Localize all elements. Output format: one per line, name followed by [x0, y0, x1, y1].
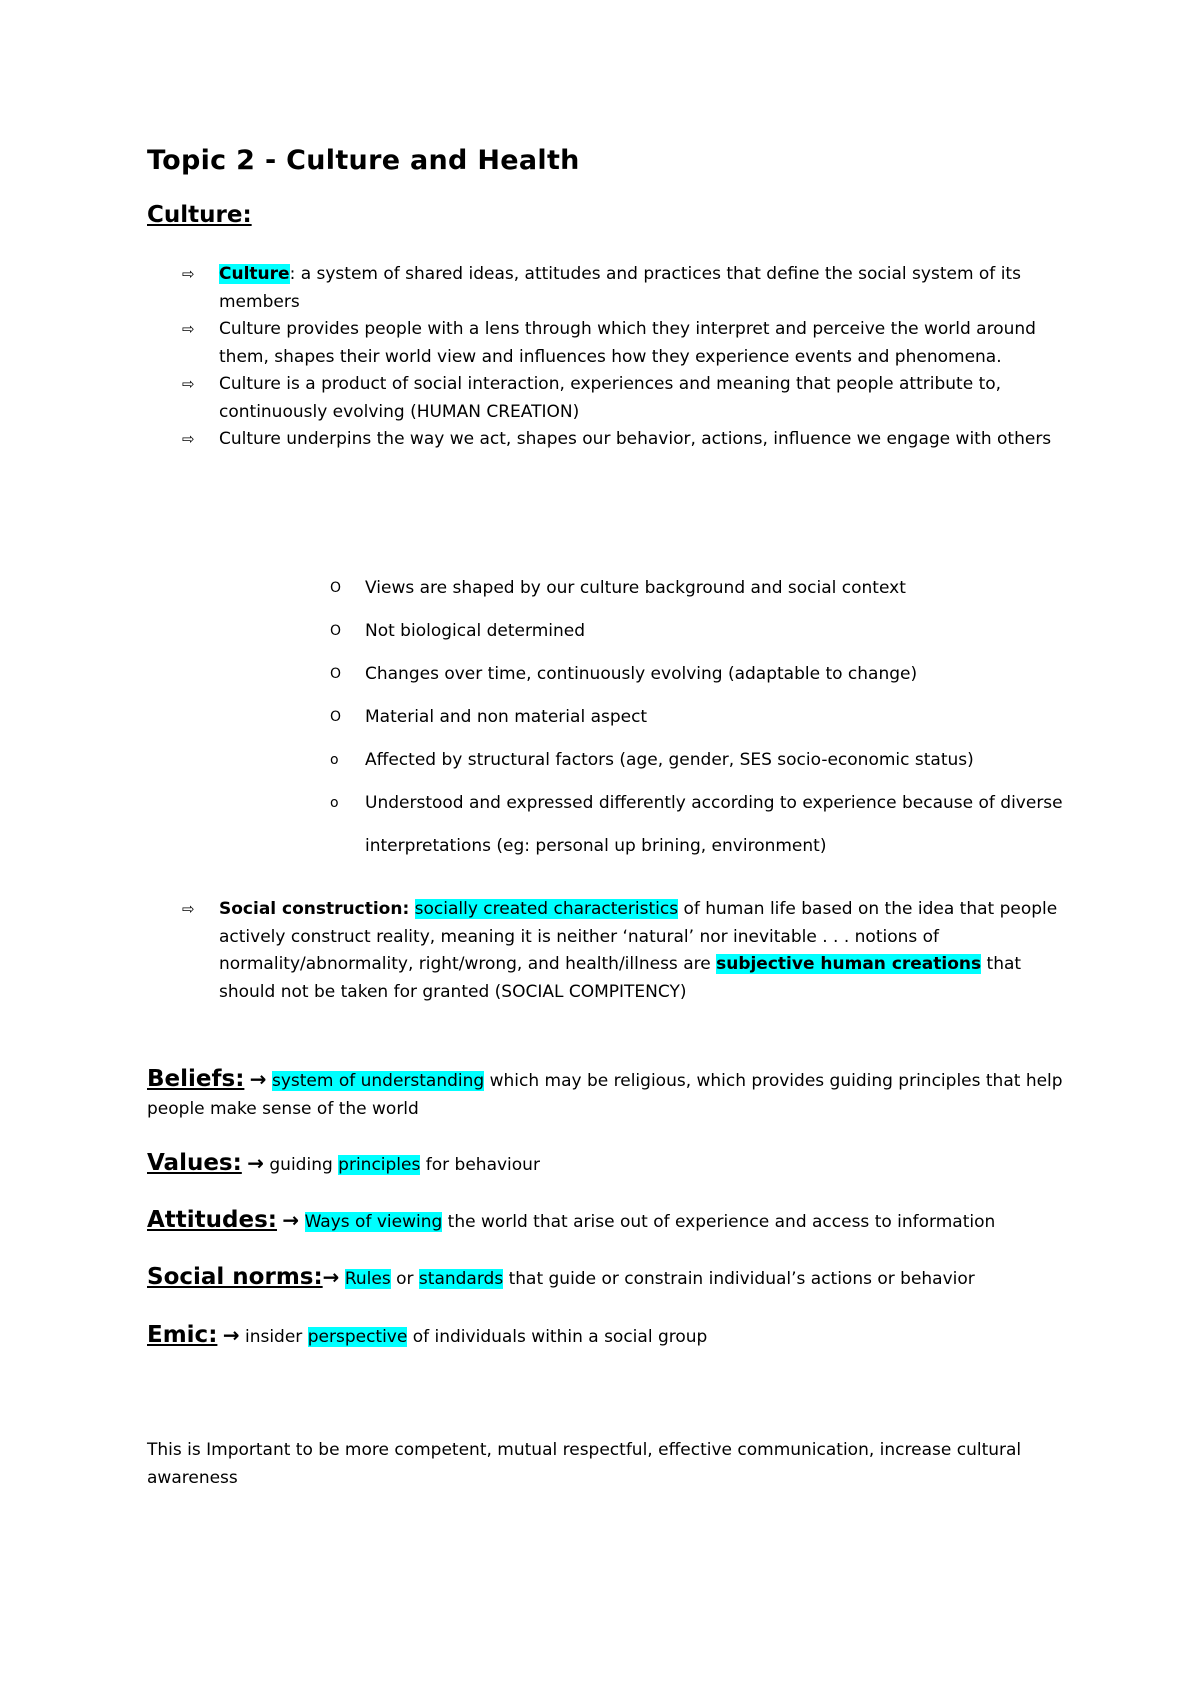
right-arrow-icon: → [322, 1265, 340, 1289]
right-arrow-icon: → [249, 1067, 267, 1091]
sub-point-text: Not biological determined [365, 621, 586, 641]
culture-heading: Culture: [147, 202, 252, 228]
highlighted-phrase: perspective [307, 1327, 408, 1347]
definition-term: Beliefs: [147, 1066, 245, 1092]
sub-point [325, 696, 1065, 739]
sub-point-text: Changes over time, continuously evolving (adaptable to change) [365, 664, 918, 684]
definition-text: that guide or constrain individual’s actions or behavior [503, 1269, 975, 1289]
social-construction-text: that should not be taken for granted (SOCIAL COMPITENCY) [219, 954, 1022, 1002]
definition-text: guiding [269, 1155, 339, 1175]
circle-bullet-icon: o [330, 752, 339, 768]
culture-definition: : a system of shared ideas, attitudes and practices that define the social system of its members [219, 264, 1021, 312]
sub-point [325, 610, 1065, 653]
circle-bullet-icon: O [330, 666, 342, 682]
sub-point-text: Affected by structural factors (age, gender, SES socio-economic status) [365, 750, 974, 770]
circle-bullet-icon: O [330, 709, 342, 725]
definition-text: or [390, 1269, 419, 1289]
culture-point [147, 316, 1077, 371]
circle-bullet-icon: O [330, 580, 342, 596]
highlighted-phrase: Rules [344, 1269, 391, 1289]
culture-point [147, 371, 1077, 426]
highlighted-phrase: system of understanding [271, 1071, 485, 1091]
document-title: Topic 2 - Culture and Health [147, 145, 580, 176]
arrow-bullet-icon: ⇨ [182, 375, 195, 393]
definition-emic [147, 1322, 1077, 1352]
definition-term: Values: [147, 1150, 242, 1176]
definition-text: the world that arise out of experience and access to information [442, 1212, 996, 1232]
culture-term: Culture [219, 264, 290, 284]
social-construction-list [147, 896, 1077, 1006]
highlighted-phrase: socially created characteristics [414, 899, 679, 919]
right-arrow-icon: → [222, 1323, 240, 1347]
closing-paragraph: This is Important to be more competent, mutual respectful, effective communication, increase cultural awareness [147, 1440, 1022, 1488]
definition-text: insider [244, 1327, 308, 1347]
arrow-bullet-icon: ⇨ [182, 265, 195, 283]
social-construction-label: Social construction: [219, 899, 410, 919]
right-arrow-icon: → [247, 1151, 264, 1175]
highlighted-phrase: subjective human creations [716, 954, 982, 974]
sub-point-text: Understood and expressed differently according to experience because of diverse interpretations (eg: personal up brining, environment) [365, 793, 1063, 856]
circle-bullet-icon: O [330, 623, 342, 639]
definition-text: which may be religious, which provides guiding principles that help people make sense of the world [147, 1071, 1063, 1119]
highlighted-phrase: standards [418, 1269, 504, 1289]
social-construction-point [147, 896, 1077, 1006]
sub-point [325, 739, 1065, 782]
culture-point [147, 261, 1077, 316]
sub-point [325, 567, 1065, 610]
arrow-bullet-icon: ⇨ [182, 900, 195, 918]
definition-term: Social norms: [147, 1264, 323, 1290]
definition-beliefs [147, 1066, 1077, 1123]
circle-bullet-icon: o [330, 795, 339, 811]
culture-point-text: Culture underpins the way we act, shapes our behavior, actions, influence we engage with others [219, 429, 1052, 449]
right-arrow-icon: → [282, 1208, 300, 1232]
definition-term: Attitudes: [147, 1207, 277, 1233]
culture-point-list [147, 261, 1077, 454]
definition-text: of individuals within a social group [407, 1327, 708, 1347]
definition-attitudes [147, 1207, 1077, 1237]
definition-social-norms [147, 1264, 1077, 1294]
sub-point [325, 782, 1065, 868]
culture-point-text: Culture is a product of social interaction, experiences and meaning that people attribute to, continuously evolving (HUMAN CREATION) [219, 374, 1002, 422]
culture-point-text: Culture provides people with a lens through which they interpret and perceive the world around them, shapes their world view and influences how they experience events and phenomena. [219, 319, 1036, 367]
social-construction-text: of human life based on the idea that people actively construct reality, meaning it is neither ‘natural’ nor inevitable . . . notions of normality/abnormality, right/wrong, and health/illness are [219, 899, 1058, 974]
arrow-bullet-icon: ⇨ [182, 430, 195, 448]
definition-term: Emic: [147, 1322, 218, 1348]
sub-point-text: Views are shaped by our culture background and social context [365, 578, 906, 598]
highlighted-phrase: Ways of viewing [304, 1212, 443, 1232]
sub-point [325, 653, 1065, 696]
definition-values [147, 1150, 1077, 1180]
culture-point [147, 426, 1077, 454]
definition-text: for behaviour [420, 1155, 540, 1175]
sub-point-text: Material and non material aspect [365, 707, 648, 727]
sub-point-list [325, 567, 1065, 868]
highlighted-phrase: principles [338, 1155, 421, 1175]
arrow-bullet-icon: ⇨ [182, 320, 195, 338]
